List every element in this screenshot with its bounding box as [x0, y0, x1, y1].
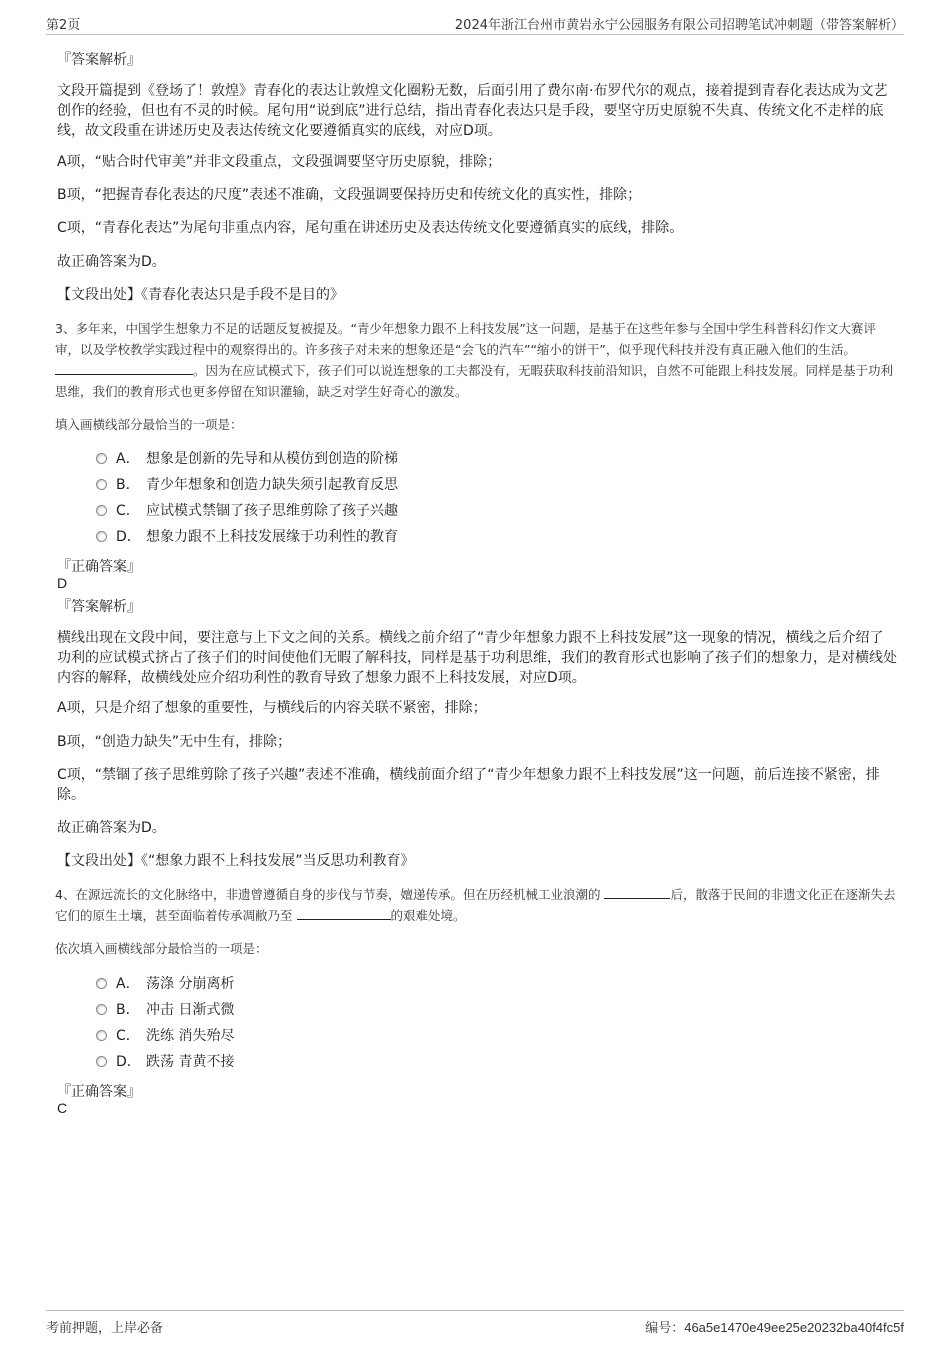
q3-option-d[interactable]: D． 想象力跟不上科技发展缘于功利性的教育: [96, 526, 398, 548]
q3-prompt: 填入画横线部分最恰当的一项是：: [55, 417, 243, 432]
q4-option-a[interactable]: A． 荡涤 分崩离析: [96, 973, 234, 995]
q4-option-d[interactable]: D． 跌荡 青黄不接: [96, 1051, 234, 1073]
document-title: 2024年浙江台州市黄岩永宁公园服务有限公司招聘笔试冲刺题（带答案解析）: [454, 18, 904, 33]
radio-icon[interactable]: [96, 1030, 107, 1041]
q3-answer-label: 『正确答案』: [57, 559, 141, 575]
q3-analysis-label: 『答案解析』: [57, 599, 141, 615]
q4-answer-label: 『正确答案』: [57, 1084, 141, 1100]
page-number: 第2页: [46, 18, 81, 33]
document-code: 编号：46a5e1470e49ee25e20232ba40f4fc5f: [645, 1320, 904, 1335]
q2-analysis-text: 文段开篇提到《登场了！敦煌》青春化的表达让敦煌文化圈粉无数，后面引用了费尔南·布罗代尔的观点，接着提到青春化表达成为文艺创作的经验，但也有不灵的时候。尾句用“说到底”进行总结，指出青春化表达只是手段，要坚守历史原貌不失真、传统文化不走样的底线，故文段重在讲述历史及表达传统文化要遵循真实的底线，对应D项。: [57, 83, 888, 139]
q3-conclusion: 故正确答案为D。: [57, 820, 166, 836]
q3-option-b[interactable]: B． 青少年想象和创造力缺失须引起教育反思: [96, 474, 398, 496]
footer-slogan: 考前押题，上岸必备: [46, 1321, 164, 1336]
radio-icon[interactable]: [96, 453, 107, 464]
radio-icon[interactable]: [96, 531, 107, 542]
q4-option-b[interactable]: B． 冲击 日渐式微: [96, 999, 234, 1021]
radio-icon[interactable]: [96, 505, 107, 516]
q4-fill-blank-1: [604, 884, 670, 899]
q3-source: 【文段出处】《“想象力跟不上科技发展”当反思功利教育》: [57, 853, 415, 869]
q2-option-c-explanation: C项，“青春化表达”为尾句非重点内容，尾句重在讲述历史及表达传统文化要遵循真实的底线，排除。: [57, 220, 684, 236]
q3-option-c[interactable]: C． 应试模式禁锢了孩子思维剪除了孩子兴趣: [96, 500, 398, 522]
radio-icon[interactable]: [96, 1004, 107, 1015]
q4-answer: C: [57, 1100, 68, 1116]
q2-option-b-explanation: B项，“把握青春化表达的尺度”表述不准确，文段强调要保持历史和传统文化的真实性，排除；: [57, 187, 642, 203]
q3-fill-blank: [55, 360, 193, 375]
radio-icon[interactable]: [96, 1056, 107, 1067]
q3-analysis-text: 横线出现在文段中间，要注意与上下文之间的关系。横线之前介绍了“青少年想象力跟不上科技发展”这一现象的情况，横线之后介绍了功利的应试模式挤占了孩子们的时间使他们无暇了解科技，同样是基于功利思维，我们的教育形式也影响了孩子们的想象力，是对横线处内容的解释，故横线处应介绍功利性的教育导致了想象力跟不上科技发展，对应D项。: [57, 630, 897, 686]
q2-source: 【文段出处】《青春化表达只是手段不是目的》: [57, 287, 344, 303]
page-header: [46, 14, 904, 35]
page-footer: [46, 1310, 904, 1335]
q2-analysis-label: 『答案解析』: [57, 52, 141, 68]
q3-option-c-explanation: C项，“禁锢了孩子思维剪除了孩子兴趣”表述不准确，横线前面介绍了“青少年想象力跟不上科技发展”这一问题，前后连接不紧密，排除。: [57, 767, 880, 803]
q2-conclusion: 故正确答案为D。: [57, 254, 166, 270]
q3-stem: [55, 318, 900, 402]
q3-option-a-explanation: A项，只是介绍了想象的重要性，与横线后的内容关联不紧密，排除；: [57, 700, 487, 716]
radio-icon[interactable]: [96, 479, 107, 490]
q4-fill-blank-2: [297, 905, 391, 920]
q4-stem: 4、在源远流长的文化脉络中，非遗曾遵循自身的步伐与节奏，嬗递传承。但在历经机械工业浪潮的 后，散落于民间的非遗文化正在逐渐失去它们的原生土壤，甚至面临着传承凋敝乃至 的艰难处境。: [55, 884, 900, 926]
q3-answer: D: [57, 575, 68, 591]
q2-option-a-explanation: A项，“贴合时代审美”并非文段重点，文段强调要坚守历史原貌，排除；: [57, 154, 502, 170]
q4-option-c[interactable]: C． 洗练 消失殆尽: [96, 1025, 234, 1047]
q4-prompt: 依次填入画横线部分最恰当的一项是：: [55, 941, 268, 956]
q3-stem-part2: 。因为在应试模式下，孩子们可以说连想象的工夫都没有，无暇获取科技前沿知识，自然不可能跟上科技发展。同样是基于功利思维，我们的教育形式也更多停留在知识灌输，缺乏对学生好奇心的激发。: [55, 363, 894, 399]
radio-icon[interactable]: [96, 978, 107, 989]
q3-option-a[interactable]: A． 想象是创新的先导和从模仿到创造的阶梯: [96, 448, 398, 470]
q3-stem-part1: 3、多年来，中国学生想象力不足的话题反复被提及。“青少年想象力跟不上科技发展”这一问题，是基于在这些年参与全国中学生科普科幻作文大赛评审，以及学校教学实践过程中的观察得出的。许多孩子对未来的想象还是“会飞的汽车”“缩小的饼干”，似乎现代科技并没有真正融入他们的生活。: [55, 321, 876, 357]
q3-option-b-explanation: B项，“创造力缺失”无中生有，排除；: [57, 734, 292, 750]
